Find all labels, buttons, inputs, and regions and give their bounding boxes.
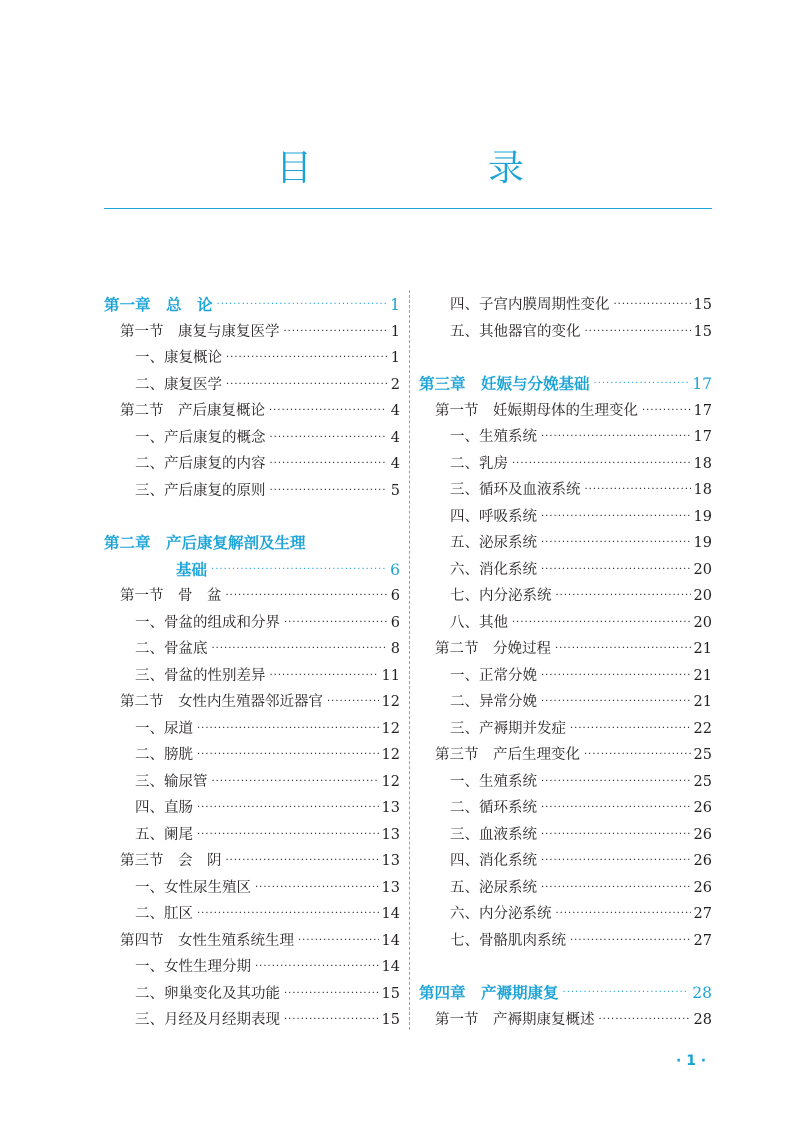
toc-entry-page: 26: [693, 853, 712, 869]
dot-leader: [255, 875, 379, 902]
toc-entry-section[interactable]: [104, 319, 400, 346]
toc-entry-section[interactable]: [104, 928, 400, 955]
toc-entry-section[interactable]: [104, 398, 400, 425]
toc-entry-section[interactable]: [104, 583, 400, 610]
dot-leader: [284, 981, 379, 1008]
toc-entry-item[interactable]: [104, 795, 400, 822]
toc-entry-page: 17: [693, 402, 712, 419]
toc-entry-label: 二、循环系统: [450, 800, 537, 816]
toc-entry-label: 四、消化系统: [450, 853, 537, 869]
page-title: 目 录: [275, 148, 594, 189]
toc-entry-label: 一、康复概论: [135, 350, 222, 366]
toc-entry-page: 18: [693, 482, 712, 498]
toc-entry-item[interactable]: [104, 716, 400, 743]
toc-entry-page: 21: [693, 667, 712, 684]
dot-leader: [212, 769, 379, 796]
dot-leader: [541, 530, 691, 557]
dot-leader: [642, 398, 691, 425]
toc-entry-page: 2: [390, 376, 400, 393]
toc-entry-page: 14: [381, 959, 400, 975]
toc-entry-label: 一、产后康复的概念: [135, 429, 266, 446]
toc-entry-item[interactable]: [104, 1007, 400, 1034]
toc-entry-page: 8: [390, 641, 400, 657]
toc-entry-label: 七、骨骼肌肉系统: [450, 932, 566, 949]
dot-leader: [284, 319, 388, 346]
toc-entry-page: 28: [693, 1011, 712, 1028]
toc-entry-item[interactable]: [419, 663, 712, 690]
toc-entry-page: 4: [390, 456, 400, 472]
dot-leader: [541, 875, 691, 902]
toc-entry-label: 一、女性生理分期: [135, 959, 251, 975]
dot-leader: [197, 822, 379, 849]
toc-entry-label: 四、呼吸系统: [450, 508, 537, 525]
toc-entry-page: 25: [693, 747, 712, 763]
toc-entry-page: 22: [693, 720, 712, 737]
toc-gap: [419, 954, 712, 980]
dot-leader: [585, 477, 691, 504]
dot-leader: [570, 928, 691, 955]
toc-entry-page: 6: [390, 614, 400, 631]
column-divider: [409, 290, 410, 1030]
toc-entry-item[interactable]: [104, 345, 400, 372]
toc-entry-page: 14: [381, 906, 400, 922]
toc-entry-page: 5: [390, 482, 400, 499]
dot-leader: [197, 795, 379, 822]
dot-leader: [541, 424, 691, 451]
toc-entry-page: 13: [381, 800, 400, 816]
toc-entry-page: 12: [381, 747, 400, 763]
toc-entry-page: 1: [390, 350, 400, 366]
dot-leader: [226, 372, 387, 399]
toc-entry-page: 12: [381, 720, 400, 737]
toc-entry-chapter-head[interactable]: [104, 530, 400, 557]
toc-entry-label: 五、泌尿系统: [450, 535, 537, 551]
toc-entry-label: 第三节 产后生理变化: [435, 747, 580, 763]
toc-entry-chapter[interactable]: [419, 980, 712, 1007]
toc-entry-label: 三、骨盆的性别差异: [135, 667, 266, 684]
toc-entry-label: 第二节 女性内生殖器邻近器官: [120, 694, 323, 710]
toc-entry-label: 第二节 产后康复概论: [120, 403, 265, 419]
toc-entry-label: 五、泌尿系统: [450, 879, 537, 896]
toc-entry-label: 三、月经及月经期表现: [135, 1012, 280, 1028]
toc-entry-item[interactable]: [104, 663, 400, 690]
toc-entry-page: 20: [693, 561, 712, 578]
toc-entry-item[interactable]: [104, 769, 400, 796]
toc-entry-item[interactable]: [419, 689, 712, 716]
toc-entry-item[interactable]: [104, 981, 400, 1008]
toc-entry-item[interactable]: [419, 292, 712, 319]
toc-entry-label: 第四节 女性生殖系统生理: [120, 932, 294, 949]
dot-leader: [599, 1007, 691, 1034]
toc-entry-item[interactable]: [419, 848, 712, 875]
toc-entry-page: 17: [693, 429, 712, 445]
toc-entry-label: 五、阑尾: [135, 826, 193, 843]
toc-entry-page: 15: [693, 323, 712, 340]
toc-entry-label: 五、其他器官的变化: [450, 323, 581, 340]
dot-leader: [512, 451, 691, 478]
toc-entry-label: 二、肛区: [135, 906, 193, 922]
dot-leader: [556, 583, 691, 610]
toc-entry-section[interactable]: [419, 742, 712, 769]
toc-entry-page: 4: [390, 429, 400, 446]
dot-leader: [255, 954, 379, 981]
toc-entry-item[interactable]: [419, 557, 712, 584]
toc-entry-item[interactable]: [419, 875, 712, 902]
toc-entry-section[interactable]: [104, 848, 400, 875]
toc-entry-label: 二、康复医学: [135, 376, 222, 393]
toc-entry-label: 第一节 妊娠期母体的生理变化: [435, 402, 638, 419]
toc-entry-item[interactable]: [419, 610, 712, 637]
toc-entry-item[interactable]: [104, 822, 400, 849]
toc-entry-page: 20: [693, 588, 712, 604]
toc-left-column: [104, 292, 400, 1034]
toc-entry-page: 1: [390, 323, 400, 340]
toc-entry-item[interactable]: [419, 716, 712, 743]
toc-entry-page: 6: [390, 588, 400, 604]
toc-entry-item[interactable]: [419, 769, 712, 796]
toc-entry-page: 13: [381, 879, 400, 896]
toc-entry-item[interactable]: [104, 451, 400, 478]
toc-right-column: [419, 292, 712, 1033]
toc-entry-page: 13: [381, 826, 400, 843]
toc-entry-label: 二、异常分娩: [450, 694, 537, 710]
toc-entry-item[interactable]: [104, 954, 400, 981]
toc-entry-label: 一、生殖系统: [450, 429, 537, 445]
toc-entry-label: 二、产后康复的内容: [135, 456, 266, 472]
dot-leader: [556, 901, 691, 928]
dot-leader: [197, 716, 379, 743]
dot-leader: [563, 980, 690, 1007]
dot-leader: [541, 769, 691, 796]
dot-leader: [512, 610, 691, 637]
toc-entry-page: 14: [381, 932, 400, 949]
dot-leader: [570, 716, 691, 743]
toc-entry-label: 第二节 分娩过程: [435, 641, 551, 657]
toc-entry-label: 第一章 总 论: [104, 296, 213, 314]
toc-entry-page: 12: [381, 694, 400, 710]
dot-leader: [584, 742, 691, 769]
toc-entry-section[interactable]: [419, 398, 712, 425]
toc-entry-label: 六、内分泌系统: [450, 906, 552, 922]
dot-leader: [614, 292, 691, 319]
toc-entry-item[interactable]: [104, 636, 400, 663]
toc-entry-label: 一、正常分娩: [450, 667, 537, 684]
toc-entry-page: 26: [693, 826, 712, 843]
toc-entry-label: 二、乳房: [450, 455, 508, 472]
toc-entry-page: 11: [381, 667, 400, 684]
toc-entry-label: 一、尿道: [135, 720, 193, 737]
toc-entry-page: 15: [381, 1012, 400, 1028]
toc-entry-item[interactable]: [104, 610, 400, 637]
toc-entry-page: 19: [693, 508, 712, 525]
dot-leader: [270, 425, 388, 452]
toc-gap: [104, 504, 400, 530]
toc-entry-item[interactable]: [419, 795, 712, 822]
toc-entry-label: 一、骨盆的组成和分界: [135, 614, 280, 631]
toc-entry-page: 21: [693, 641, 712, 657]
toc-entry-page: 15: [381, 985, 400, 1002]
toc-entry-label: 三、产后康复的原则: [135, 482, 266, 499]
toc-entry-item[interactable]: [419, 451, 712, 478]
toc-entry-label: 一、女性尿生殖区: [135, 879, 251, 896]
dot-leader: [541, 848, 691, 875]
toc-entry-page: 27: [693, 932, 712, 949]
toc-entry-label: 一、生殖系统: [450, 773, 537, 790]
toc-entry-page: 26: [693, 879, 712, 896]
toc-entry-label: 八、其他: [450, 614, 508, 631]
toc-entry-page: 12: [381, 773, 400, 790]
toc-entry-chapter[interactable]: [104, 292, 400, 319]
toc-entry-page: 21: [693, 694, 712, 710]
dot-leader: [217, 292, 387, 319]
dot-leader: [541, 689, 691, 716]
title-rule: [104, 208, 712, 209]
toc-entry-label: 二、卵巢变化及其功能: [135, 985, 280, 1002]
toc-entry-page: 1: [390, 296, 400, 314]
dot-leader: [541, 504, 691, 531]
toc-entry-item[interactable]: [419, 822, 712, 849]
dot-leader: [541, 663, 691, 690]
toc-entry-page: 17: [692, 375, 712, 393]
dot-leader: [211, 557, 387, 584]
dot-leader: [197, 742, 379, 769]
toc-entry-chapter[interactable]: [419, 371, 712, 398]
toc-entry-item[interactable]: [419, 319, 712, 346]
toc-entry-label: 第三节 会 阴: [120, 853, 222, 869]
toc-entry-page: 15: [693, 297, 712, 313]
toc-entry-label: 第三章 妊娠与分娩基础: [419, 375, 590, 393]
toc-entry-label: 四、直肠: [135, 800, 193, 816]
dot-leader: [226, 848, 379, 875]
dot-leader: [327, 689, 379, 716]
toc-entry-item[interactable]: [104, 875, 400, 902]
dot-leader: [585, 319, 691, 346]
dot-leader: [270, 663, 379, 690]
toc-entry-label: 二、膀胱: [135, 747, 193, 763]
toc-entry-item[interactable]: [104, 425, 400, 452]
toc-entry-item[interactable]: [419, 424, 712, 451]
toc-entry-label: 第二章 产后康复解剖及生理: [104, 534, 306, 552]
toc-gap: [419, 345, 712, 371]
toc-entry-label: 二、骨盆底: [135, 641, 208, 657]
page-number: · 1 ·: [676, 1053, 707, 1069]
toc-entry-page: 13: [381, 853, 400, 869]
toc-entry-item[interactable]: [104, 742, 400, 769]
dot-leader: [298, 928, 379, 955]
toc-entry-page: 4: [390, 403, 400, 419]
toc-entry-section[interactable]: [104, 689, 400, 716]
dot-leader: [212, 636, 388, 663]
toc-entry-page: 18: [693, 455, 712, 472]
toc-entry-label: 基础: [176, 560, 208, 579]
toc-entry-page: 19: [693, 535, 712, 551]
dot-leader: [284, 610, 387, 637]
toc-entry-item[interactable]: [419, 901, 712, 928]
toc-entry-chapter-cont[interactable]: [104, 557, 400, 584]
toc-entry-item[interactable]: [419, 504, 712, 531]
toc-entry-label: 第一节 产褥期康复概述: [435, 1011, 595, 1028]
toc-entry-item[interactable]: [104, 478, 400, 505]
toc-entry-page: 25: [693, 773, 712, 790]
dot-leader: [541, 822, 691, 849]
toc-entry-page: 6: [390, 560, 400, 579]
dot-leader: [594, 371, 690, 398]
toc-entry-page: 20: [693, 614, 712, 631]
dot-leader: [541, 557, 691, 584]
toc-entry-section[interactable]: [419, 1007, 712, 1034]
toc-entry-label: 第四章 产褥期康复: [419, 984, 559, 1002]
toc-entry-page: 26: [693, 800, 712, 816]
toc-entry-label: 三、输尿管: [135, 773, 208, 790]
dot-leader: [284, 1007, 379, 1034]
toc-entry-label: 第一节 骨 盆: [120, 588, 222, 604]
dot-leader: [197, 901, 379, 928]
toc-entry-label: 第一节 康复与康复医学: [120, 323, 280, 340]
toc-entry-item[interactable]: [419, 530, 712, 557]
toc-entry-item[interactable]: [419, 583, 712, 610]
dot-leader: [270, 478, 388, 505]
toc-entry-section[interactable]: [419, 636, 712, 663]
dot-leader: [269, 398, 387, 425]
toc-entry-item[interactable]: [104, 901, 400, 928]
dot-leader: [226, 583, 388, 610]
toc-entry-label: 三、血液系统: [450, 826, 537, 843]
toc-entry-item[interactable]: [419, 928, 712, 955]
dot-leader: [555, 636, 691, 663]
toc-entry-page: 28: [692, 984, 712, 1002]
toc-entry-item[interactable]: [104, 372, 400, 399]
toc-entry-label: 六、消化系统: [450, 561, 537, 578]
toc-entry-label: 四、子宫内膜周期性变化: [450, 297, 610, 313]
dot-leader: [541, 795, 691, 822]
dot-leader: [270, 451, 388, 478]
toc-entry-item[interactable]: [419, 477, 712, 504]
toc-entry-label: 三、循环及血液系统: [450, 482, 581, 498]
toc-entry-label: 七、内分泌系统: [450, 588, 552, 604]
toc-entry-label: 三、产褥期并发症: [450, 720, 566, 737]
dot-leader: [226, 345, 387, 372]
toc-entry-page: 27: [693, 906, 712, 922]
